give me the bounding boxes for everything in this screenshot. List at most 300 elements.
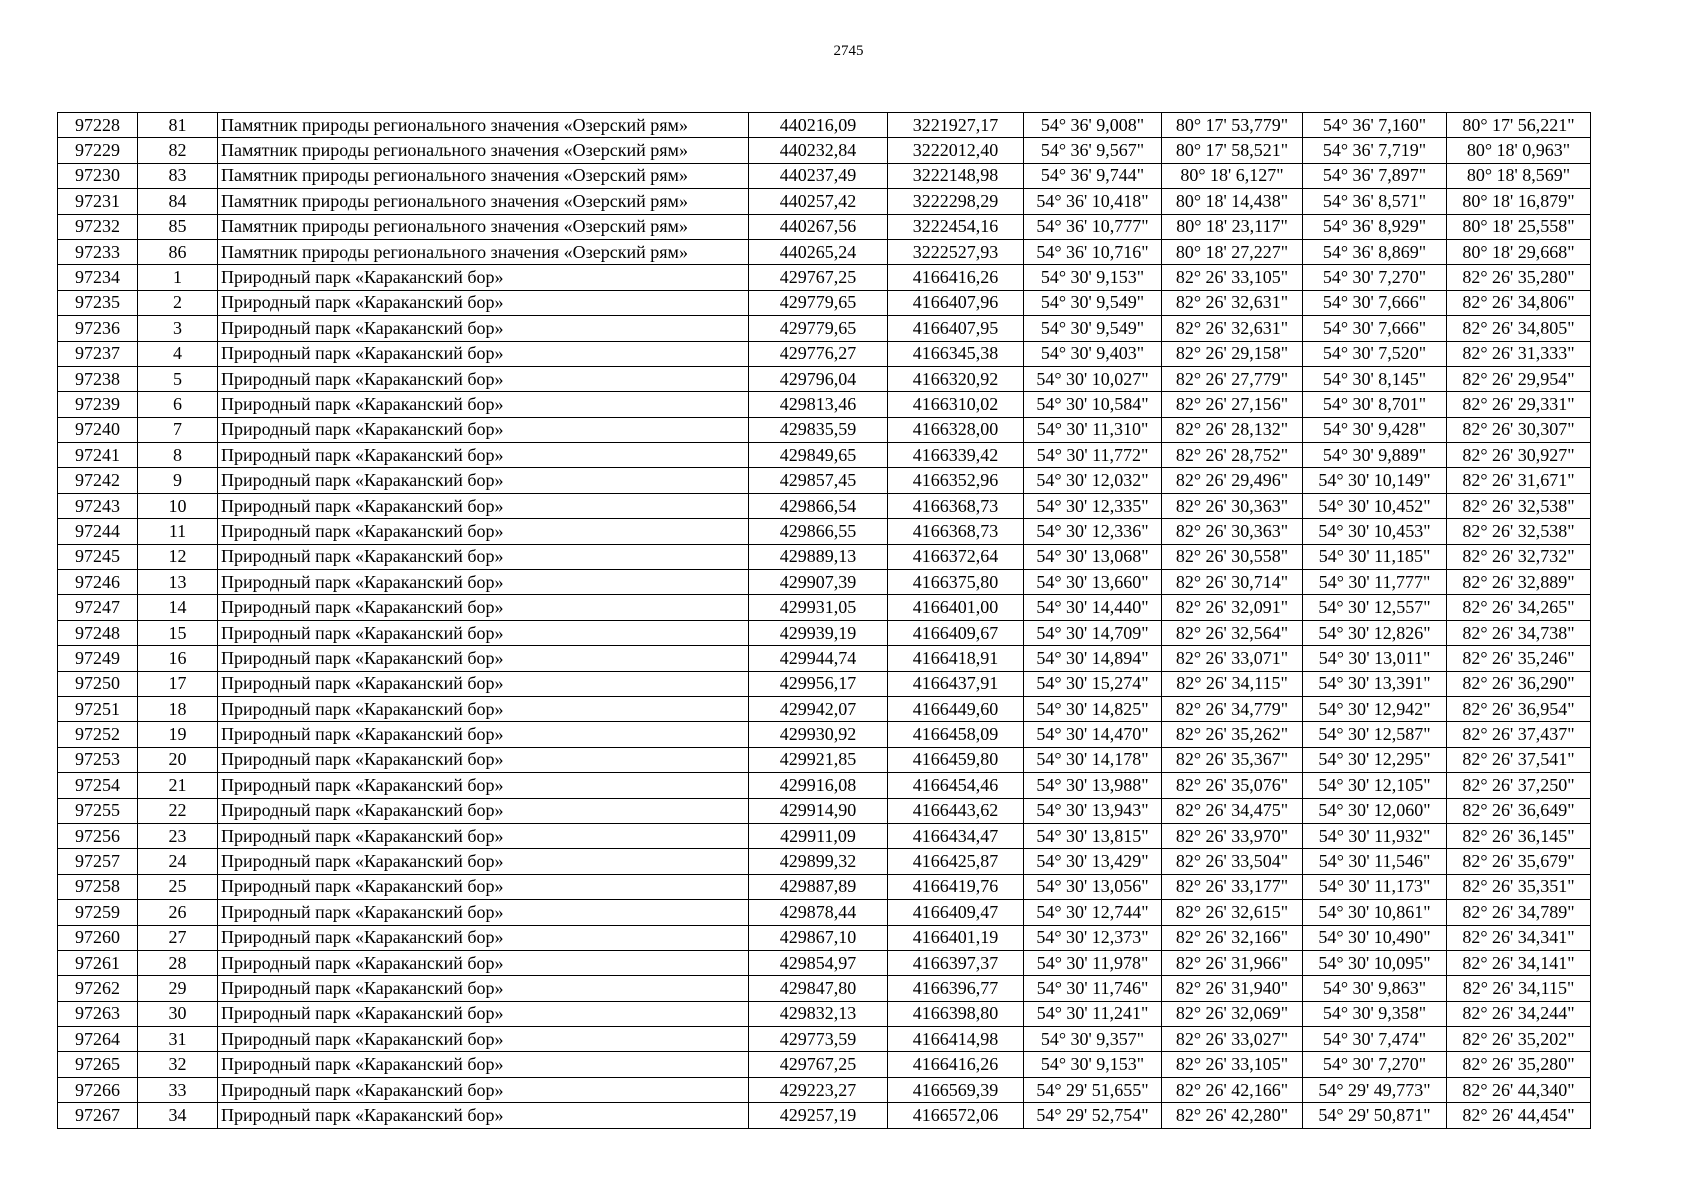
latitude-cell: 54° 30' 9,153" bbox=[1024, 1052, 1162, 1077]
point-number-cell: 4 bbox=[138, 341, 218, 366]
coord-x-cell: 429857,45 bbox=[749, 468, 888, 493]
point-number-cell: 6 bbox=[138, 392, 218, 417]
coord-x-cell: 429916,08 bbox=[749, 773, 888, 798]
latitude-alt-cell: 54° 30' 9,863" bbox=[1303, 976, 1447, 1001]
object-name-cell: Природный парк «Караканский бор» bbox=[218, 874, 749, 899]
point-number-cell: 23 bbox=[138, 823, 218, 848]
coord-y-cell: 4166416,26 bbox=[888, 265, 1024, 290]
longitude-alt-cell: 82° 26' 34,341" bbox=[1447, 925, 1591, 950]
longitude-alt-cell: 82° 26' 31,671" bbox=[1447, 468, 1591, 493]
latitude-cell: 54° 36' 10,716" bbox=[1024, 239, 1162, 264]
coord-y-cell: 4166372,64 bbox=[888, 544, 1024, 569]
latitude-cell: 54° 30' 13,068" bbox=[1024, 544, 1162, 569]
longitude-alt-cell: 82° 26' 44,340" bbox=[1447, 1077, 1591, 1102]
table-row bbox=[58, 366, 1591, 391]
point-number-cell: 82 bbox=[138, 138, 218, 163]
coord-x-cell: 429849,65 bbox=[749, 443, 888, 468]
coord-x-cell: 440237,49 bbox=[749, 163, 888, 188]
latitude-alt-cell: 54° 30' 8,701" bbox=[1303, 392, 1447, 417]
coord-y-cell: 4166449,60 bbox=[888, 696, 1024, 721]
longitude-cell: 80° 18' 23,117" bbox=[1162, 214, 1303, 239]
latitude-alt-cell: 54° 29' 49,773" bbox=[1303, 1077, 1447, 1102]
object-name-cell: Природный парк «Караканский бор» bbox=[218, 696, 749, 721]
latitude-alt-cell: 54° 30' 12,060" bbox=[1303, 798, 1447, 823]
table-row bbox=[58, 570, 1591, 595]
object-name-cell: Природный парк «Караканский бор» bbox=[218, 620, 749, 645]
coord-x-cell: 429942,07 bbox=[749, 696, 888, 721]
longitude-cell: 82° 26' 32,631" bbox=[1162, 316, 1303, 341]
coord-x-cell: 429878,44 bbox=[749, 900, 888, 925]
row-id-cell: 97242 bbox=[58, 468, 138, 493]
latitude-alt-cell: 54° 30' 12,295" bbox=[1303, 747, 1447, 772]
table-row bbox=[58, 1052, 1591, 1077]
longitude-alt-cell: 82° 26' 32,732" bbox=[1447, 544, 1591, 569]
row-id-cell: 97256 bbox=[58, 823, 138, 848]
table-row bbox=[58, 341, 1591, 366]
point-number-cell: 16 bbox=[138, 646, 218, 671]
longitude-cell: 82° 26' 31,940" bbox=[1162, 976, 1303, 1001]
longitude-cell: 82° 26' 27,156" bbox=[1162, 392, 1303, 417]
object-name-cell: Природный парк «Караканский бор» bbox=[218, 976, 749, 1001]
longitude-cell: 82° 26' 35,076" bbox=[1162, 773, 1303, 798]
point-number-cell: 20 bbox=[138, 747, 218, 772]
coord-x-cell: 429899,32 bbox=[749, 849, 888, 874]
object-name-cell: Природный парк «Караканский бор» bbox=[218, 1103, 749, 1128]
table-row bbox=[58, 1103, 1591, 1128]
table-row bbox=[58, 747, 1591, 772]
longitude-alt-cell: 82° 26' 34,141" bbox=[1447, 950, 1591, 975]
longitude-cell: 82° 26' 34,475" bbox=[1162, 798, 1303, 823]
table-row bbox=[58, 443, 1591, 468]
longitude-alt-cell: 82° 26' 35,679" bbox=[1447, 849, 1591, 874]
longitude-alt-cell: 82° 26' 36,290" bbox=[1447, 671, 1591, 696]
longitude-alt-cell: 82° 26' 30,927" bbox=[1447, 443, 1591, 468]
coord-y-cell: 3221927,17 bbox=[888, 113, 1024, 138]
point-number-cell: 12 bbox=[138, 544, 218, 569]
longitude-alt-cell: 82° 26' 32,538" bbox=[1447, 519, 1591, 544]
point-number-cell: 30 bbox=[138, 1001, 218, 1026]
coord-y-cell: 4166409,67 bbox=[888, 620, 1024, 645]
coord-x-cell: 429832,13 bbox=[749, 1001, 888, 1026]
point-number-cell: 24 bbox=[138, 849, 218, 874]
object-name-cell: Природный парк «Караканский бор» bbox=[218, 341, 749, 366]
latitude-alt-cell: 54° 30' 13,391" bbox=[1303, 671, 1447, 696]
object-name-cell: Памятник природы регионального значения «Озерский рям» bbox=[218, 239, 749, 264]
table-row bbox=[58, 1027, 1591, 1052]
row-id-cell: 97259 bbox=[58, 900, 138, 925]
coord-y-cell: 4166328,00 bbox=[888, 417, 1024, 442]
point-number-cell: 17 bbox=[138, 671, 218, 696]
longitude-cell: 82° 26' 32,166" bbox=[1162, 925, 1303, 950]
coord-y-cell: 4166414,98 bbox=[888, 1027, 1024, 1052]
object-name-cell: Природный парк «Караканский бор» bbox=[218, 950, 749, 975]
coord-x-cell: 429813,46 bbox=[749, 392, 888, 417]
row-id-cell: 97264 bbox=[58, 1027, 138, 1052]
table-row bbox=[58, 773, 1591, 798]
longitude-alt-cell: 80° 17' 56,221" bbox=[1447, 113, 1591, 138]
object-name-cell: Памятник природы регионального значения «Озерский рям» bbox=[218, 163, 749, 188]
point-number-cell: 21 bbox=[138, 773, 218, 798]
table-row bbox=[58, 900, 1591, 925]
longitude-cell: 80° 18' 6,127" bbox=[1162, 163, 1303, 188]
object-name-cell: Природный парк «Караканский бор» bbox=[218, 493, 749, 518]
object-name-cell: Природный парк «Караканский бор» bbox=[218, 747, 749, 772]
longitude-alt-cell: 82° 26' 32,538" bbox=[1447, 493, 1591, 518]
page-number: 2745 bbox=[833, 43, 864, 59]
longitude-alt-cell: 82° 26' 34,244" bbox=[1447, 1001, 1591, 1026]
row-id-cell: 97266 bbox=[58, 1077, 138, 1102]
table-row bbox=[58, 239, 1591, 264]
point-number-cell: 28 bbox=[138, 950, 218, 975]
object-name-cell: Природный парк «Караканский бор» bbox=[218, 316, 749, 341]
row-id-cell: 97245 bbox=[58, 544, 138, 569]
coord-x-cell: 429779,65 bbox=[749, 316, 888, 341]
coord-y-cell: 4166425,87 bbox=[888, 849, 1024, 874]
coord-y-cell: 3222298,29 bbox=[888, 189, 1024, 214]
latitude-cell: 54° 36' 9,008" bbox=[1024, 113, 1162, 138]
object-name-cell: Природный парк «Караканский бор» bbox=[218, 849, 749, 874]
longitude-cell: 82° 26' 32,069" bbox=[1162, 1001, 1303, 1026]
coord-y-cell: 4166434,47 bbox=[888, 823, 1024, 848]
latitude-alt-cell: 54° 36' 7,160" bbox=[1303, 113, 1447, 138]
latitude-alt-cell: 54° 30' 10,095" bbox=[1303, 950, 1447, 975]
longitude-cell: 82° 26' 31,966" bbox=[1162, 950, 1303, 975]
longitude-cell: 82° 26' 32,615" bbox=[1162, 900, 1303, 925]
row-id-cell: 97231 bbox=[58, 189, 138, 214]
coord-x-cell: 429867,10 bbox=[749, 925, 888, 950]
latitude-cell: 54° 30' 13,056" bbox=[1024, 874, 1162, 899]
longitude-alt-cell: 82° 26' 30,307" bbox=[1447, 417, 1591, 442]
latitude-cell: 54° 30' 12,335" bbox=[1024, 493, 1162, 518]
latitude-cell: 54° 30' 11,310" bbox=[1024, 417, 1162, 442]
latitude-cell: 54° 30' 11,772" bbox=[1024, 443, 1162, 468]
latitude-alt-cell: 54° 30' 12,587" bbox=[1303, 722, 1447, 747]
latitude-cell: 54° 30' 14,894" bbox=[1024, 646, 1162, 671]
row-id-cell: 97229 bbox=[58, 138, 138, 163]
longitude-cell: 82° 26' 42,280" bbox=[1162, 1103, 1303, 1128]
object-name-cell: Природный парк «Караканский бор» bbox=[218, 544, 749, 569]
row-id-cell: 97240 bbox=[58, 417, 138, 442]
longitude-cell: 82° 26' 33,105" bbox=[1162, 1052, 1303, 1077]
point-number-cell: 86 bbox=[138, 239, 218, 264]
coord-x-cell: 429767,25 bbox=[749, 265, 888, 290]
point-number-cell: 7 bbox=[138, 417, 218, 442]
coord-y-cell: 3222012,40 bbox=[888, 138, 1024, 163]
row-id-cell: 97243 bbox=[58, 493, 138, 518]
longitude-alt-cell: 82° 26' 36,649" bbox=[1447, 798, 1591, 823]
object-name-cell: Природный парк «Караканский бор» bbox=[218, 468, 749, 493]
point-number-cell: 19 bbox=[138, 722, 218, 747]
coord-y-cell: 4166339,42 bbox=[888, 443, 1024, 468]
point-number-cell: 26 bbox=[138, 900, 218, 925]
object-name-cell: Памятник природы регионального значения «Озерский рям» bbox=[218, 113, 749, 138]
longitude-alt-cell: 80° 18' 0,963" bbox=[1447, 138, 1591, 163]
coord-y-cell: 4166454,46 bbox=[888, 773, 1024, 798]
latitude-cell: 54° 30' 14,709" bbox=[1024, 620, 1162, 645]
coord-x-cell: 429776,27 bbox=[749, 341, 888, 366]
row-id-cell: 97241 bbox=[58, 443, 138, 468]
coord-x-cell: 429931,05 bbox=[749, 595, 888, 620]
row-id-cell: 97265 bbox=[58, 1052, 138, 1077]
coord-y-cell: 3222148,98 bbox=[888, 163, 1024, 188]
object-name-cell: Природный парк «Караканский бор» bbox=[218, 646, 749, 671]
point-number-cell: 29 bbox=[138, 976, 218, 1001]
latitude-alt-cell: 54° 30' 12,826" bbox=[1303, 620, 1447, 645]
coord-y-cell: 3222454,16 bbox=[888, 214, 1024, 239]
latitude-alt-cell: 54° 30' 10,490" bbox=[1303, 925, 1447, 950]
table-row bbox=[58, 493, 1591, 518]
longitude-alt-cell: 82° 26' 35,351" bbox=[1447, 874, 1591, 899]
coord-y-cell: 4166398,80 bbox=[888, 1001, 1024, 1026]
table-row bbox=[58, 620, 1591, 645]
row-id-cell: 97247 bbox=[58, 595, 138, 620]
coord-x-cell: 429796,04 bbox=[749, 366, 888, 391]
table-row bbox=[58, 646, 1591, 671]
table-row bbox=[58, 595, 1591, 620]
coordinates-table bbox=[57, 112, 1591, 1129]
row-id-cell: 97257 bbox=[58, 849, 138, 874]
coord-y-cell: 4166459,80 bbox=[888, 747, 1024, 772]
coord-x-cell: 429866,55 bbox=[749, 519, 888, 544]
table-row bbox=[58, 214, 1591, 239]
table-row bbox=[58, 392, 1591, 417]
latitude-alt-cell: 54° 30' 7,666" bbox=[1303, 316, 1447, 341]
coord-x-cell: 429930,92 bbox=[749, 722, 888, 747]
longitude-cell: 82° 26' 32,091" bbox=[1162, 595, 1303, 620]
coord-y-cell: 4166396,77 bbox=[888, 976, 1024, 1001]
point-number-cell: 11 bbox=[138, 519, 218, 544]
coord-y-cell: 4166397,37 bbox=[888, 950, 1024, 975]
row-id-cell: 97250 bbox=[58, 671, 138, 696]
coord-y-cell: 3222527,93 bbox=[888, 239, 1024, 264]
object-name-cell: Природный парк «Караканский бор» bbox=[218, 1052, 749, 1077]
coord-y-cell: 4166418,91 bbox=[888, 646, 1024, 671]
latitude-cell: 54° 30' 14,825" bbox=[1024, 696, 1162, 721]
coord-x-cell: 429866,54 bbox=[749, 493, 888, 518]
latitude-cell: 54° 29' 51,655" bbox=[1024, 1077, 1162, 1102]
row-id-cell: 97260 bbox=[58, 925, 138, 950]
row-id-cell: 97234 bbox=[58, 265, 138, 290]
object-name-cell: Природный парк «Караканский бор» bbox=[218, 1077, 749, 1102]
latitude-alt-cell: 54° 30' 7,270" bbox=[1303, 265, 1447, 290]
coord-x-cell: 429847,80 bbox=[749, 976, 888, 1001]
longitude-alt-cell: 82° 26' 37,541" bbox=[1447, 747, 1591, 772]
longitude-alt-cell: 82° 26' 34,115" bbox=[1447, 976, 1591, 1001]
row-id-cell: 97254 bbox=[58, 773, 138, 798]
longitude-alt-cell: 80° 18' 16,879" bbox=[1447, 189, 1591, 214]
longitude-alt-cell: 82° 26' 35,246" bbox=[1447, 646, 1591, 671]
longitude-cell: 82° 26' 30,363" bbox=[1162, 519, 1303, 544]
table-row bbox=[58, 798, 1591, 823]
coord-x-cell: 429914,90 bbox=[749, 798, 888, 823]
longitude-alt-cell: 82° 26' 36,954" bbox=[1447, 696, 1591, 721]
table-row bbox=[58, 950, 1591, 975]
longitude-cell: 80° 17' 53,779" bbox=[1162, 113, 1303, 138]
longitude-cell: 82° 26' 33,970" bbox=[1162, 823, 1303, 848]
table-body bbox=[58, 113, 1591, 1129]
latitude-cell: 54° 30' 13,988" bbox=[1024, 773, 1162, 798]
table-row bbox=[58, 417, 1591, 442]
object-name-cell: Природный парк «Караканский бор» bbox=[218, 900, 749, 925]
latitude-alt-cell: 54° 30' 11,185" bbox=[1303, 544, 1447, 569]
coord-x-cell: 429779,65 bbox=[749, 290, 888, 315]
longitude-cell: 82° 26' 34,779" bbox=[1162, 696, 1303, 721]
latitude-alt-cell: 54° 30' 10,453" bbox=[1303, 519, 1447, 544]
coord-y-cell: 4166345,38 bbox=[888, 341, 1024, 366]
table-row bbox=[58, 1077, 1591, 1102]
object-name-cell: Природный парк «Караканский бор» bbox=[218, 417, 749, 442]
latitude-alt-cell: 54° 30' 13,011" bbox=[1303, 646, 1447, 671]
coord-y-cell: 4166368,73 bbox=[888, 519, 1024, 544]
table-row bbox=[58, 290, 1591, 315]
longitude-cell: 82° 26' 28,132" bbox=[1162, 417, 1303, 442]
latitude-alt-cell: 54° 30' 10,452" bbox=[1303, 493, 1447, 518]
object-name-cell: Природный парк «Караканский бор» bbox=[218, 798, 749, 823]
row-id-cell: 97238 bbox=[58, 366, 138, 391]
coord-y-cell: 4166375,80 bbox=[888, 570, 1024, 595]
coord-y-cell: 4166416,26 bbox=[888, 1052, 1024, 1077]
table-row bbox=[58, 544, 1591, 569]
row-id-cell: 97261 bbox=[58, 950, 138, 975]
object-name-cell: Природный парк «Караканский бор» bbox=[218, 1001, 749, 1026]
table-row bbox=[58, 696, 1591, 721]
latitude-cell: 54° 30' 13,429" bbox=[1024, 849, 1162, 874]
coord-y-cell: 4166572,06 bbox=[888, 1103, 1024, 1128]
longitude-cell: 82° 26' 30,363" bbox=[1162, 493, 1303, 518]
table-row bbox=[58, 671, 1591, 696]
point-number-cell: 15 bbox=[138, 620, 218, 645]
longitude-cell: 82° 26' 32,631" bbox=[1162, 290, 1303, 315]
latitude-cell: 54° 30' 12,336" bbox=[1024, 519, 1162, 544]
point-number-cell: 83 bbox=[138, 163, 218, 188]
longitude-cell: 82° 26' 35,262" bbox=[1162, 722, 1303, 747]
object-name-cell: Памятник природы регионального значения «Озерский рям» bbox=[218, 189, 749, 214]
longitude-alt-cell: 82° 26' 34,738" bbox=[1447, 620, 1591, 645]
row-id-cell: 97253 bbox=[58, 747, 138, 772]
longitude-cell: 82° 26' 35,367" bbox=[1162, 747, 1303, 772]
latitude-alt-cell: 54° 30' 9,358" bbox=[1303, 1001, 1447, 1026]
object-name-cell: Природный парк «Караканский бор» bbox=[218, 773, 749, 798]
row-id-cell: 97267 bbox=[58, 1103, 138, 1128]
latitude-cell: 54° 30' 10,027" bbox=[1024, 366, 1162, 391]
latitude-cell: 54° 30' 11,746" bbox=[1024, 976, 1162, 1001]
table-row bbox=[58, 113, 1591, 138]
latitude-alt-cell: 54° 30' 10,149" bbox=[1303, 468, 1447, 493]
point-number-cell: 32 bbox=[138, 1052, 218, 1077]
object-name-cell: Природный парк «Караканский бор» bbox=[218, 570, 749, 595]
latitude-alt-cell: 54° 30' 11,173" bbox=[1303, 874, 1447, 899]
table-row bbox=[58, 874, 1591, 899]
coord-x-cell: 429835,59 bbox=[749, 417, 888, 442]
coord-x-cell: 429223,27 bbox=[749, 1077, 888, 1102]
object-name-cell: Памятник природы регионального значения «Озерский рям» bbox=[218, 138, 749, 163]
coord-y-cell: 4166407,95 bbox=[888, 316, 1024, 341]
longitude-alt-cell: 82° 26' 36,145" bbox=[1447, 823, 1591, 848]
latitude-cell: 54° 30' 10,584" bbox=[1024, 392, 1162, 417]
coord-x-cell: 440232,84 bbox=[749, 138, 888, 163]
object-name-cell: Природный парк «Караканский бор» bbox=[218, 290, 749, 315]
object-name-cell: Природный парк «Караканский бор» bbox=[218, 265, 749, 290]
latitude-cell: 54° 36' 10,418" bbox=[1024, 189, 1162, 214]
point-number-cell: 22 bbox=[138, 798, 218, 823]
longitude-cell: 82° 26' 27,779" bbox=[1162, 366, 1303, 391]
coord-x-cell: 440216,09 bbox=[749, 113, 888, 138]
row-id-cell: 97230 bbox=[58, 163, 138, 188]
latitude-alt-cell: 54° 36' 8,571" bbox=[1303, 189, 1447, 214]
coord-x-cell: 429907,39 bbox=[749, 570, 888, 595]
longitude-cell: 82° 26' 30,558" bbox=[1162, 544, 1303, 569]
table-row bbox=[58, 316, 1591, 341]
point-number-cell: 1 bbox=[138, 265, 218, 290]
object-name-cell: Природный парк «Караканский бор» bbox=[218, 671, 749, 696]
coord-x-cell: 429257,19 bbox=[749, 1103, 888, 1128]
coord-x-cell: 429767,25 bbox=[749, 1052, 888, 1077]
point-number-cell: 2 bbox=[138, 290, 218, 315]
table-row bbox=[58, 265, 1591, 290]
row-id-cell: 97262 bbox=[58, 976, 138, 1001]
latitude-cell: 54° 30' 12,032" bbox=[1024, 468, 1162, 493]
latitude-cell: 54° 36' 9,567" bbox=[1024, 138, 1162, 163]
row-id-cell: 97249 bbox=[58, 646, 138, 671]
object-name-cell: Природный парк «Караканский бор» bbox=[218, 366, 749, 391]
latitude-cell: 54° 30' 13,660" bbox=[1024, 570, 1162, 595]
latitude-cell: 54° 30' 11,241" bbox=[1024, 1001, 1162, 1026]
longitude-alt-cell: 82° 26' 35,280" bbox=[1447, 1052, 1591, 1077]
row-id-cell: 97263 bbox=[58, 1001, 138, 1026]
point-number-cell: 81 bbox=[138, 113, 218, 138]
coord-y-cell: 4166310,02 bbox=[888, 392, 1024, 417]
coord-x-cell: 440257,42 bbox=[749, 189, 888, 214]
longitude-alt-cell: 82° 26' 35,280" bbox=[1447, 265, 1591, 290]
longitude-cell: 82° 26' 33,105" bbox=[1162, 265, 1303, 290]
row-id-cell: 97255 bbox=[58, 798, 138, 823]
coord-y-cell: 4166458,09 bbox=[888, 722, 1024, 747]
latitude-alt-cell: 54° 30' 12,557" bbox=[1303, 595, 1447, 620]
table-row bbox=[58, 1001, 1591, 1026]
table-row bbox=[58, 468, 1591, 493]
object-name-cell: Природный парк «Караканский бор» bbox=[218, 595, 749, 620]
longitude-alt-cell: 82° 26' 32,889" bbox=[1447, 570, 1591, 595]
latitude-alt-cell: 54° 30' 12,105" bbox=[1303, 773, 1447, 798]
row-id-cell: 97246 bbox=[58, 570, 138, 595]
longitude-cell: 80° 17' 58,521" bbox=[1162, 138, 1303, 163]
object-name-cell: Природный парк «Караканский бор» bbox=[218, 1027, 749, 1052]
point-number-cell: 9 bbox=[138, 468, 218, 493]
coord-y-cell: 4166407,96 bbox=[888, 290, 1024, 315]
latitude-alt-cell: 54° 30' 7,666" bbox=[1303, 290, 1447, 315]
longitude-alt-cell: 82° 26' 34,805" bbox=[1447, 316, 1591, 341]
longitude-alt-cell: 82° 26' 29,331" bbox=[1447, 392, 1591, 417]
coord-y-cell: 4166419,76 bbox=[888, 874, 1024, 899]
longitude-cell: 82° 26' 30,714" bbox=[1162, 570, 1303, 595]
coord-y-cell: 4166437,91 bbox=[888, 671, 1024, 696]
latitude-cell: 54° 29' 52,754" bbox=[1024, 1103, 1162, 1128]
latitude-cell: 54° 30' 14,470" bbox=[1024, 722, 1162, 747]
point-number-cell: 85 bbox=[138, 214, 218, 239]
latitude-alt-cell: 54° 36' 8,929" bbox=[1303, 214, 1447, 239]
point-number-cell: 84 bbox=[138, 189, 218, 214]
object-name-cell: Природный парк «Караканский бор» bbox=[218, 823, 749, 848]
latitude-cell: 54° 30' 12,744" bbox=[1024, 900, 1162, 925]
longitude-cell: 82° 26' 34,115" bbox=[1162, 671, 1303, 696]
point-number-cell: 5 bbox=[138, 366, 218, 391]
longitude-alt-cell: 80° 18' 29,668" bbox=[1447, 239, 1591, 264]
longitude-cell: 82° 26' 33,027" bbox=[1162, 1027, 1303, 1052]
latitude-cell: 54° 30' 9,403" bbox=[1024, 341, 1162, 366]
row-id-cell: 97244 bbox=[58, 519, 138, 544]
coord-x-cell: 440267,56 bbox=[749, 214, 888, 239]
table-row bbox=[58, 519, 1591, 544]
